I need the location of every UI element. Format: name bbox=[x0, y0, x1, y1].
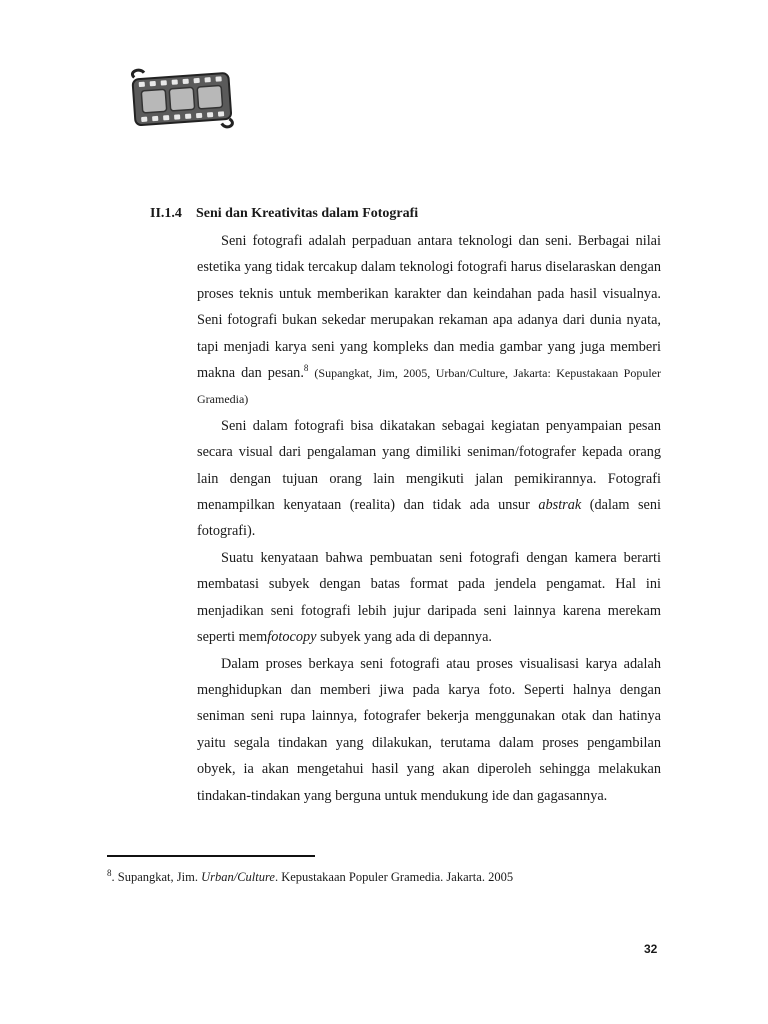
paragraph-1-text: Seni fotografi adalah perpaduan antara teknologi dan seni. Berbagai nilai estetika yang tidak tercakup dalam teknologi fotografi harus diselaraskan dengan proses teknis untuk memberikan karakter dan keindahan pada hasil visualnya. Seni fotografi bukan sekedar merupakan rekaman apa adanya dari dunia nyata, tapi menjadi karya seni yang kompleks dan media gambar yang juga memberi makna dan pesan. bbox=[197, 233, 661, 382]
paragraph-2-tail: (dalam seni fotografi). bbox=[197, 497, 661, 540]
paragraph-3-italic: fotocopy bbox=[267, 629, 317, 646]
footnote-separator: . bbox=[111, 870, 118, 884]
film-strip-icon bbox=[128, 64, 240, 136]
footnote bbox=[107, 867, 667, 885]
footnote-title: Urban/Culture bbox=[201, 870, 275, 884]
footnote-number: 8 bbox=[107, 867, 112, 878]
section-title: Seni dan Kreativitas dalam Fotografi bbox=[196, 206, 419, 221]
body-text bbox=[197, 228, 661, 809]
paragraph-3 bbox=[197, 545, 661, 651]
paragraph-3-text: Suatu kenyataan bahwa pembuatan seni fotografi dengan kamera berarti membatasi subyek dengan batas format pada jendela pengamat. Hal ini menjadikan seni fotografi lebih jujur daripada seni lainnya karena merekam seperti mem bbox=[197, 549, 661, 646]
inline-citation: (Supangkat, Jim, 2005, Urban/Culture, Jakarta: Kepustakaan Populer Gramedia) bbox=[197, 366, 661, 407]
paragraph-3-tail: subyek yang ada di depannya. bbox=[316, 629, 492, 646]
paragraph-2-italic: abstrak bbox=[538, 497, 582, 514]
footnote-divider bbox=[107, 855, 315, 857]
section-number: II.1.4 bbox=[150, 206, 182, 221]
paragraph-2-text: Seni dalam fotografi bisa dikatakan sebagai kegiatan penyampaian pesan secara visual dari pengalaman yang dimiliki seniman/fotografer kepada orang lain dengan tujuan orang lain mengikuti jalan pemikirannya. Fotografi menampilkan kenyataan (realita) dan tidak ada unsur bbox=[197, 417, 661, 514]
footnote-reference: 8 bbox=[303, 363, 309, 374]
page-number: 32 bbox=[644, 942, 658, 956]
paragraph-4-text: Dalam proses berkaya seni fotografi atau proses visualisasi karya adalah menghidupkan dan memberi jiwa pada karya foto. Seperti halnya dengan seniman seni rupa lainnya, fotografer bekerja menggunakan otak dan hatinya yaitu segala tindakan yang dilakukan, terutama dalam proses pengambilan obyek, ia akan mengetahui hasil yang akan diperoleh sehingga melakukan tindakan-tindakan yang berguna untuk mendukung ide dan gagasannya. bbox=[197, 655, 661, 804]
paragraph-1 bbox=[197, 228, 661, 413]
paragraph-4 bbox=[197, 651, 661, 809]
paragraph-2 bbox=[197, 413, 661, 545]
footnote-author: Supangkat, Jim. bbox=[117, 870, 202, 884]
section-heading bbox=[150, 206, 418, 222]
footnote-publisher: . Kepustakaan Populer Gramedia. Jakarta. 2005 bbox=[274, 870, 514, 884]
